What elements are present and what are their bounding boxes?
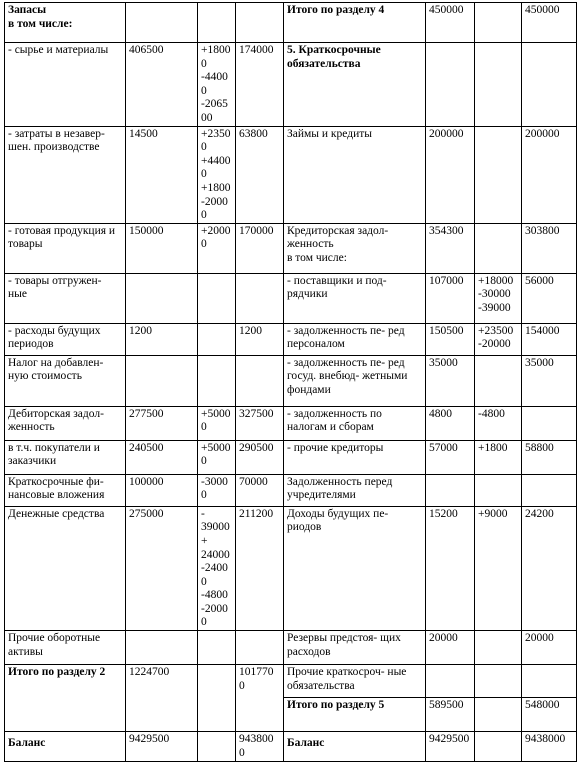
liability-end-cell: 56000 — [522, 273, 577, 323]
liability-change-cell — [475, 665, 522, 698]
asset-name-cell: - готовая продукция и товары — [5, 223, 126, 273]
liability-start-cell: 20000 — [426, 631, 475, 665]
table-row — [5, 474, 577, 506]
table-row — [5, 3, 577, 43]
table-row — [5, 223, 577, 273]
asset-end-cell: 70000 — [236, 474, 284, 506]
liability-name-cell: Итого по разделу 5 — [284, 698, 426, 732]
liability-name-cell: Итого по разделу 4 — [284, 3, 426, 43]
liability-change-cell — [475, 126, 522, 223]
liability-start-cell: 107000 — [426, 273, 475, 323]
asset-name-cell: Денежные средства — [5, 506, 126, 630]
liability-name-cell: Доходы будущих пе- риодов — [284, 506, 426, 630]
liability-end-cell — [522, 474, 577, 506]
asset-end-cell: 101770 0 — [236, 665, 284, 732]
asset-name-cell: Запасы в том числе: — [5, 3, 126, 43]
asset-end-cell: 170000 — [236, 223, 284, 273]
asset-change-cell — [198, 355, 236, 406]
liability-start-cell: 150500 — [426, 323, 475, 355]
table-row — [5, 355, 577, 406]
asset-start-cell: 9429500 — [126, 732, 198, 762]
liability-change-cell — [475, 698, 522, 732]
liability-end-cell: 24200 — [522, 506, 577, 630]
table-row — [5, 732, 577, 762]
liability-change-cell: -4800 — [475, 406, 522, 440]
asset-start-cell: 150000 — [126, 223, 198, 273]
liability-name-cell: Займы и кредиты — [284, 126, 426, 223]
liability-name-cell: - задолженность пе- ред госуд. внебюд- жетными фондами — [284, 355, 426, 406]
asset-change-cell — [198, 631, 236, 665]
asset-end-cell: 174000 — [236, 43, 284, 127]
asset-name-cell: - сырье и материалы — [5, 43, 126, 127]
liability-name-cell: Прочие краткосроч- ные обязательства — [284, 665, 426, 698]
asset-start-cell: 277500 — [126, 406, 198, 440]
liability-start-cell: 35000 — [426, 355, 475, 406]
asset-change-cell: +20000 — [198, 223, 236, 273]
liability-end-cell: 35000 — [522, 355, 577, 406]
table-row — [5, 323, 577, 355]
table-row — [5, 406, 577, 440]
liability-end-cell: 303800 — [522, 223, 577, 273]
liability-end-cell: 58800 — [522, 440, 577, 474]
asset-start-cell — [126, 631, 198, 665]
asset-name-cell: Баланс — [5, 732, 126, 762]
asset-end-cell: 943800 0 — [236, 732, 284, 762]
asset-change-cell: +23500 +44000 +1800 -20000 — [198, 126, 236, 223]
liability-name-cell: Кредиторская задол- женность в том числе: — [284, 223, 426, 273]
liability-start-cell: 57000 — [426, 440, 475, 474]
balance-sheet-table — [4, 2, 577, 762]
liability-name-cell: - прочие кредиторы — [284, 440, 426, 474]
asset-start-cell: 1200 — [126, 323, 198, 355]
liability-name-cell: Задолженность перед учредителями — [284, 474, 426, 506]
liability-end-cell — [522, 665, 577, 698]
asset-change-cell: +50000 — [198, 440, 236, 474]
asset-end-cell: 290500 — [236, 440, 284, 474]
liability-change-cell — [475, 355, 522, 406]
asset-change-cell — [198, 665, 236, 732]
asset-start-cell: 100000 — [126, 474, 198, 506]
asset-name-cell: Краткосрочные фи- нансовые вложения — [5, 474, 126, 506]
table-row — [5, 440, 577, 474]
asset-change-cell: +50000 — [198, 406, 236, 440]
asset-end-cell: 1200 — [236, 323, 284, 355]
liability-end-cell: 548000 — [522, 698, 577, 732]
liability-start-cell: 9429500 — [426, 732, 475, 762]
asset-start-cell — [126, 355, 198, 406]
asset-change-cell: - 39000+ 24000 -24000 -4800 -20000 — [198, 506, 236, 630]
liability-end-cell: 9438000 — [522, 732, 577, 762]
table-row — [5, 273, 577, 323]
asset-end-cell — [236, 3, 284, 43]
liability-start-cell — [426, 474, 475, 506]
asset-change-cell: +18000 -44000 -206500 — [198, 43, 236, 127]
asset-start-cell: 240500 — [126, 440, 198, 474]
liability-change-cell — [475, 631, 522, 665]
liability-start-cell: 589500 — [426, 698, 475, 732]
liability-start-cell: 15200 — [426, 506, 475, 630]
table-row — [5, 506, 577, 630]
table-row — [5, 665, 577, 698]
asset-start-cell — [126, 3, 198, 43]
asset-change-cell — [198, 3, 236, 43]
liability-change-cell: +1800 — [475, 440, 522, 474]
liability-name-cell: Баланс — [284, 732, 426, 762]
asset-change-cell — [198, 273, 236, 323]
asset-name-cell: Прочие оборотные активы — [5, 631, 126, 665]
liability-end-cell: 200000 — [522, 126, 577, 223]
liability-end-cell: 450000 — [522, 3, 577, 43]
asset-end-cell — [236, 273, 284, 323]
asset-start-cell: 406500 — [126, 43, 198, 127]
asset-name-cell: - товары отгружен- ные — [5, 273, 126, 323]
asset-name-cell: Итого по разделу 2 — [5, 665, 126, 732]
liability-change-cell: +18000 -30000 -39000 — [475, 273, 522, 323]
table-row — [5, 43, 577, 127]
asset-change-cell — [198, 732, 236, 762]
liability-start-cell — [426, 665, 475, 698]
liability-name-cell: Резервы предстоя- щих расходов — [284, 631, 426, 665]
table-row — [5, 126, 577, 223]
liability-start-cell: 200000 — [426, 126, 475, 223]
asset-end-cell: 327500 — [236, 406, 284, 440]
liability-start-cell — [426, 43, 475, 127]
asset-change-cell — [198, 323, 236, 355]
liability-change-cell: +9000 — [475, 506, 522, 630]
asset-end-cell — [236, 355, 284, 406]
asset-name-cell: Дебиторская задол- женность — [5, 406, 126, 440]
asset-change-cell: -30000 — [198, 474, 236, 506]
liability-end-cell: 20000 — [522, 631, 577, 665]
asset-name-cell: Налог на добавлен- ную стоимость — [5, 355, 126, 406]
liability-end-cell — [522, 43, 577, 127]
liability-change-cell — [475, 3, 522, 43]
liability-change-cell — [475, 474, 522, 506]
asset-end-cell: 63800 — [236, 126, 284, 223]
liability-end-cell — [522, 406, 577, 440]
asset-end-cell: 211200 — [236, 506, 284, 630]
liability-start-cell: 450000 — [426, 3, 475, 43]
liability-change-cell — [475, 223, 522, 273]
liability-start-cell: 4800 — [426, 406, 475, 440]
asset-start-cell: 14500 — [126, 126, 198, 223]
liability-change-cell: +23500 -20000 — [475, 323, 522, 355]
table-row — [5, 631, 577, 665]
liability-start-cell: 354300 — [426, 223, 475, 273]
asset-end-cell — [236, 631, 284, 665]
liability-name-cell: - задолженность пе- ред персоналом — [284, 323, 426, 355]
liability-end-cell: 154000 — [522, 323, 577, 355]
liability-change-cell — [475, 732, 522, 762]
liability-change-cell — [475, 43, 522, 127]
asset-start-cell: 1224700 — [126, 665, 198, 732]
asset-start-cell: 275000 — [126, 506, 198, 630]
liability-name-cell: - поставщики и под- рядчики — [284, 273, 426, 323]
asset-name-cell: - расходы будущих периодов — [5, 323, 126, 355]
liability-name-cell: 5. Краткосрочные обязательства — [284, 43, 426, 127]
asset-start-cell — [126, 273, 198, 323]
asset-name-cell: - затраты в незавер- шен. производстве — [5, 126, 126, 223]
asset-name-cell: в т.ч. покупатели и заказчики — [5, 440, 126, 474]
liability-name-cell: - задолженность по налогам и сборам — [284, 406, 426, 440]
